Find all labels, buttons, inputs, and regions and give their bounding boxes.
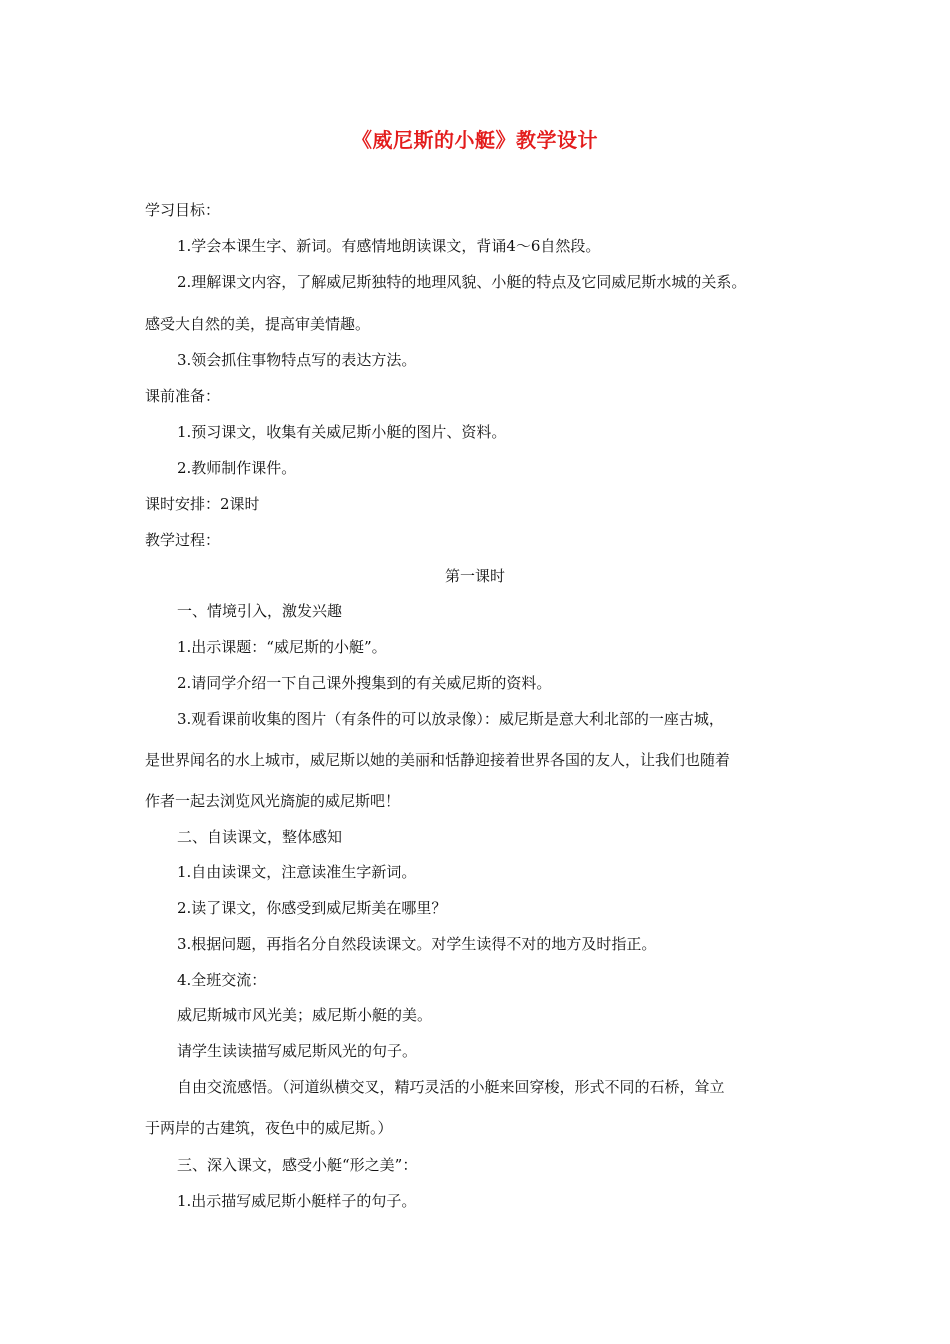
section-heading-preparation: 课前准备： [145, 387, 221, 405]
section-heading-process: 教学过程： [145, 531, 221, 549]
section-heading-objectives: 学习目标： [145, 201, 221, 219]
paragraph: 1.自由读课文，注意读准生字新词。 [177, 863, 417, 881]
paragraph: 4.全班交流： [177, 971, 267, 989]
paragraph: 作者一起去浏览风光旖旎的威尼斯吧！ [145, 792, 401, 810]
paragraph: 自由交流感悟。（河道纵横交叉，精巧灵活的小艇来回穿梭，形式不同的石桥，耸立 [177, 1078, 725, 1096]
section-heading-schedule: 课时安排：2课时 [145, 495, 260, 513]
paragraph: 2.读了课文，你感受到威尼斯美在哪里？ [177, 899, 447, 917]
paragraph: 2.请同学介绍一下自己课外搜集到的有关威尼斯的资料。 [177, 674, 552, 692]
lesson-heading: 第一课时 [444, 567, 505, 585]
paragraph: 1.预习课文，收集有关威尼斯小艇的图片、资料。 [177, 423, 507, 441]
paragraph: 2.理解课文内容，了解威尼斯独特的地理风貌、小艇的特点及它同威尼斯水城的关系。 [177, 273, 747, 291]
paragraph: 1.学会本课生字、新词。有感情地朗读课文，背诵4～6自然段。 [177, 237, 601, 255]
document-title: 《威尼斯的小艇》教学设计 [352, 128, 598, 152]
paragraph: 1.出示描写威尼斯小艇样子的句子。 [177, 1192, 417, 1210]
paragraph: 3.观看课前收集的图片（有条件的可以放录像）：威尼斯是意大利北部的一座古城， [177, 710, 724, 728]
paragraph: 3.根据问题，再指名分自然段读课文。对学生读得不对的地方及时指正。 [177, 935, 657, 953]
paragraph: 是世界闻名的水上城市，威尼斯以她的美丽和恬静迎接着世界各国的友人，让我们也随着 [145, 751, 731, 769]
paragraph: 2.教师制作课件。 [177, 459, 297, 477]
paragraph: 1.出示课题：“威尼斯的小艇”。 [177, 638, 387, 656]
paragraph: 于两岸的古建筑，夜色中的威尼斯。） [145, 1119, 393, 1137]
section-heading: 三、深入课文，感受小艇“形之美”： [177, 1156, 418, 1174]
section-heading: 二、自读课文，整体感知 [177, 828, 343, 846]
section-heading: 一、情境引入，激发兴趣 [177, 602, 343, 620]
paragraph: 请学生读读描写威尼斯风光的句子。 [177, 1042, 418, 1060]
paragraph: 3.领会抓住事物特点写的表达方法。 [177, 351, 417, 369]
paragraph: 感受大自然的美，提高审美情趣。 [145, 315, 371, 333]
paragraph: 威尼斯城市风光美；威尼斯小艇的美。 [177, 1006, 433, 1024]
